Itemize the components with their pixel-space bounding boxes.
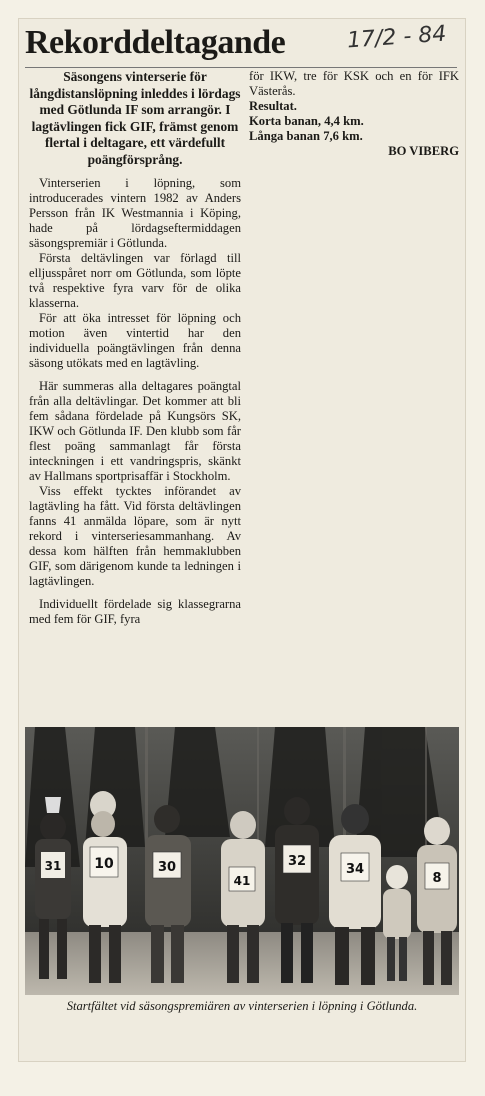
right-column xyxy=(249,69,459,159)
body-paragraph-2: Första deltävlingen var förlagd till elljusspåret norr om Götlunda, som löpte två respektive fyra varv för de olika klasserna. xyxy=(29,251,241,310)
bib-number-1: 31 xyxy=(44,859,62,873)
headline-rule xyxy=(25,67,457,68)
bib-number-3: 30 xyxy=(157,860,177,875)
bib-number-7: 8 xyxy=(432,871,442,886)
bib-number-6: 34 xyxy=(345,862,365,877)
continuation-paragraph: för IKW, tre för KSK och en för IFK Västerås. xyxy=(249,69,459,98)
bib-number-2: 10 xyxy=(94,856,114,872)
body-paragraph-1: Vinterserien i löpning, som introducerades vintern 1982 av Anders Persson från IK Westmannia i Köping, hade på lördagseftermiddagen säsongspremiär i Götlunda. xyxy=(29,176,241,250)
body-paragraph-4: Här summeras alla deltagares poängtal från alla deltävlingar. Det kommer att bli fem sådana fördelade på Kungsörs SK, IKW och Götlunda IF. Den klubb som får flest poäng sammanlagt får första inteckningen i ett vandringspris, skänkt av Hallmans sportprisaffär i Stockholm. xyxy=(29,379,241,483)
body-paragraph-3: För att öka intresset för löpning och motion även vintertid har den individuella poängtävlingen från denna säsong utökats med en lagtävling. xyxy=(29,311,241,370)
handwritten-date: 17/2 - 84 xyxy=(346,21,448,54)
left-column xyxy=(29,69,241,627)
body-paragraph-5: Viss effekt tycktes införandet av lagtävling ha fått. Vid första deltävlingen fanns 41 anmälda löpare, som är nytt rekord i vinterseriesammanhang. Av dessa kom hälften från hemmaklubben GIF, som därigenom kunde ta ledningen i lagtävlingen. xyxy=(29,484,241,588)
lead-paragraph: Säsongens vinterserie för långdistanslöpning inleddes i lördags med Götlunda IF som arrangör. I lagtävlingen fick GIF, främst genom flertal i deltagare, ett värdefullt poängförsprång. xyxy=(29,69,241,167)
short-course-label: Korta banan, 4,4 km. xyxy=(249,114,364,128)
long-course-label: Långa banan 7,6 km. xyxy=(249,129,363,143)
results-heading: Resultat. xyxy=(249,99,297,113)
bib-number-5: 32 xyxy=(287,854,307,869)
race-start-photo xyxy=(25,727,459,995)
photo-caption: Startfältet vid säsongspremiären av vinterserien i löpning i Götlunda. xyxy=(66,999,418,1013)
newspaper-clipping xyxy=(18,18,466,1062)
headline: Rekorddeltagande xyxy=(25,24,286,61)
body-paragraph-6: Individuellt fördelade sig klassegrarna med fem för GIF, fyra xyxy=(29,597,241,626)
byline: BO VIBERG xyxy=(388,144,459,158)
bib-number-4: 41 xyxy=(233,874,251,888)
